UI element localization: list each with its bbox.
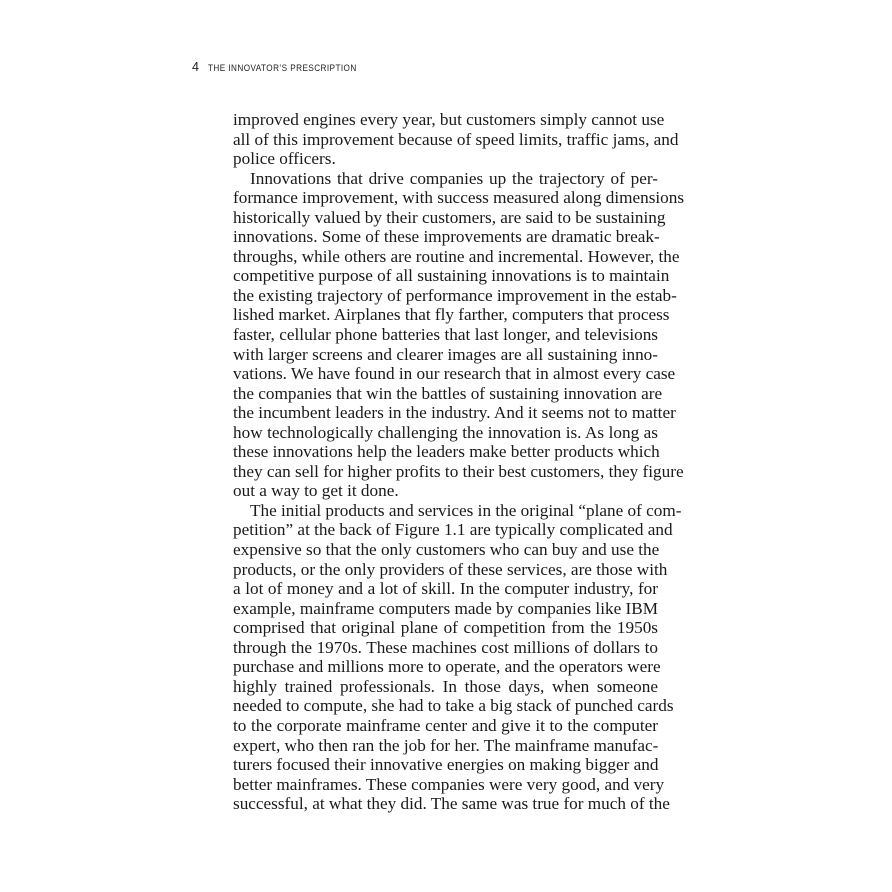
text-line: the companies that win the battles of sustaining innovation are xyxy=(233,383,663,403)
text-line: successful, at what they did. The same was true for much of the xyxy=(233,794,670,814)
text-line: a lot of money and a lot of skill. In the computer industry, for xyxy=(233,579,658,599)
text-line: faster, cellular phone batteries that last longer, and televisions xyxy=(233,325,658,345)
book-title: THE INNOVATOR’S PRESCRIPTION xyxy=(207,63,357,74)
text-line: innovations. Some of these improvements are dramatic break- xyxy=(233,227,660,247)
text-line: through the 1970s. These machines cost millions of dollars to xyxy=(233,637,658,657)
text-line: needed to compute, she had to take a big stack of punched cards xyxy=(233,696,674,716)
text-line: products, or the only providers of these services, are those with xyxy=(233,559,668,579)
text-line: all of this improvement because of speed limits, traffic jams, and xyxy=(233,129,679,149)
paragraph xyxy=(233,500,682,814)
text-line: The initial products and services in the original “plane of com- xyxy=(250,500,682,520)
text-line: historically valued by their customers, are said to be sustaining xyxy=(233,207,666,227)
text-line: the incumbent leaders in the industry. And it seems not to matter xyxy=(233,403,676,423)
text-line: how technologically challenging the innovation is. As long as xyxy=(233,422,658,442)
text-line: better mainframes. These companies were very good, and very xyxy=(233,774,665,794)
running-head xyxy=(192,60,381,76)
paragraph xyxy=(233,168,685,501)
text-line: formance improvement, with success measured along dimensions xyxy=(233,188,685,208)
text-line: out a way to get it done. xyxy=(233,481,399,501)
text-line: throughs, while others are routine and incremental. However, the xyxy=(233,246,680,266)
text-line: purchase and millions more to operate, and the operators were xyxy=(233,657,661,677)
text-line: turers focused their innovative energies on making bigger and xyxy=(233,755,659,775)
text-line: with larger screens and clearer images are all sustaining inno- xyxy=(233,344,658,364)
text-line: Innovations that drive companies up the trajectory of per- xyxy=(250,168,658,188)
text-line: example, mainframe computers made by companies like IBM xyxy=(233,598,658,618)
text-line: they can sell for higher profits to their best customers, they figure xyxy=(233,461,684,481)
text-line: petition” at the back of Figure 1.1 are typically complicated and xyxy=(233,520,673,540)
page-number: 4 xyxy=(192,60,199,74)
text-line: police officers. xyxy=(233,149,336,169)
text-line: expensive so that the only customers who can buy and use the xyxy=(233,540,660,560)
text-line: vations. We have found in our research that in almost every case xyxy=(233,364,676,384)
text-line: expert, who then ran the job for her. The mainframe manufac- xyxy=(233,735,659,755)
text-line: competitive purpose of all sustaining innovations is to maintain xyxy=(233,266,670,286)
text-line: lished market. Airplanes that fly farther, computers that process xyxy=(233,305,670,325)
text-line: to the corporate mainframe center and give it to the computer xyxy=(233,715,658,735)
text-line: comprised that original plane of competition from the 1950s xyxy=(233,618,658,638)
paragraph xyxy=(233,110,679,169)
text-line: the existing trajectory of performance improvement in the estab- xyxy=(233,285,677,305)
text-line: highly trained professionals. In those days, when someone xyxy=(233,676,658,696)
text-line: improved engines every year, but customers simply cannot use xyxy=(233,110,665,129)
text-line: these innovations help the leaders make better products which xyxy=(233,442,660,462)
body-text xyxy=(233,110,685,814)
